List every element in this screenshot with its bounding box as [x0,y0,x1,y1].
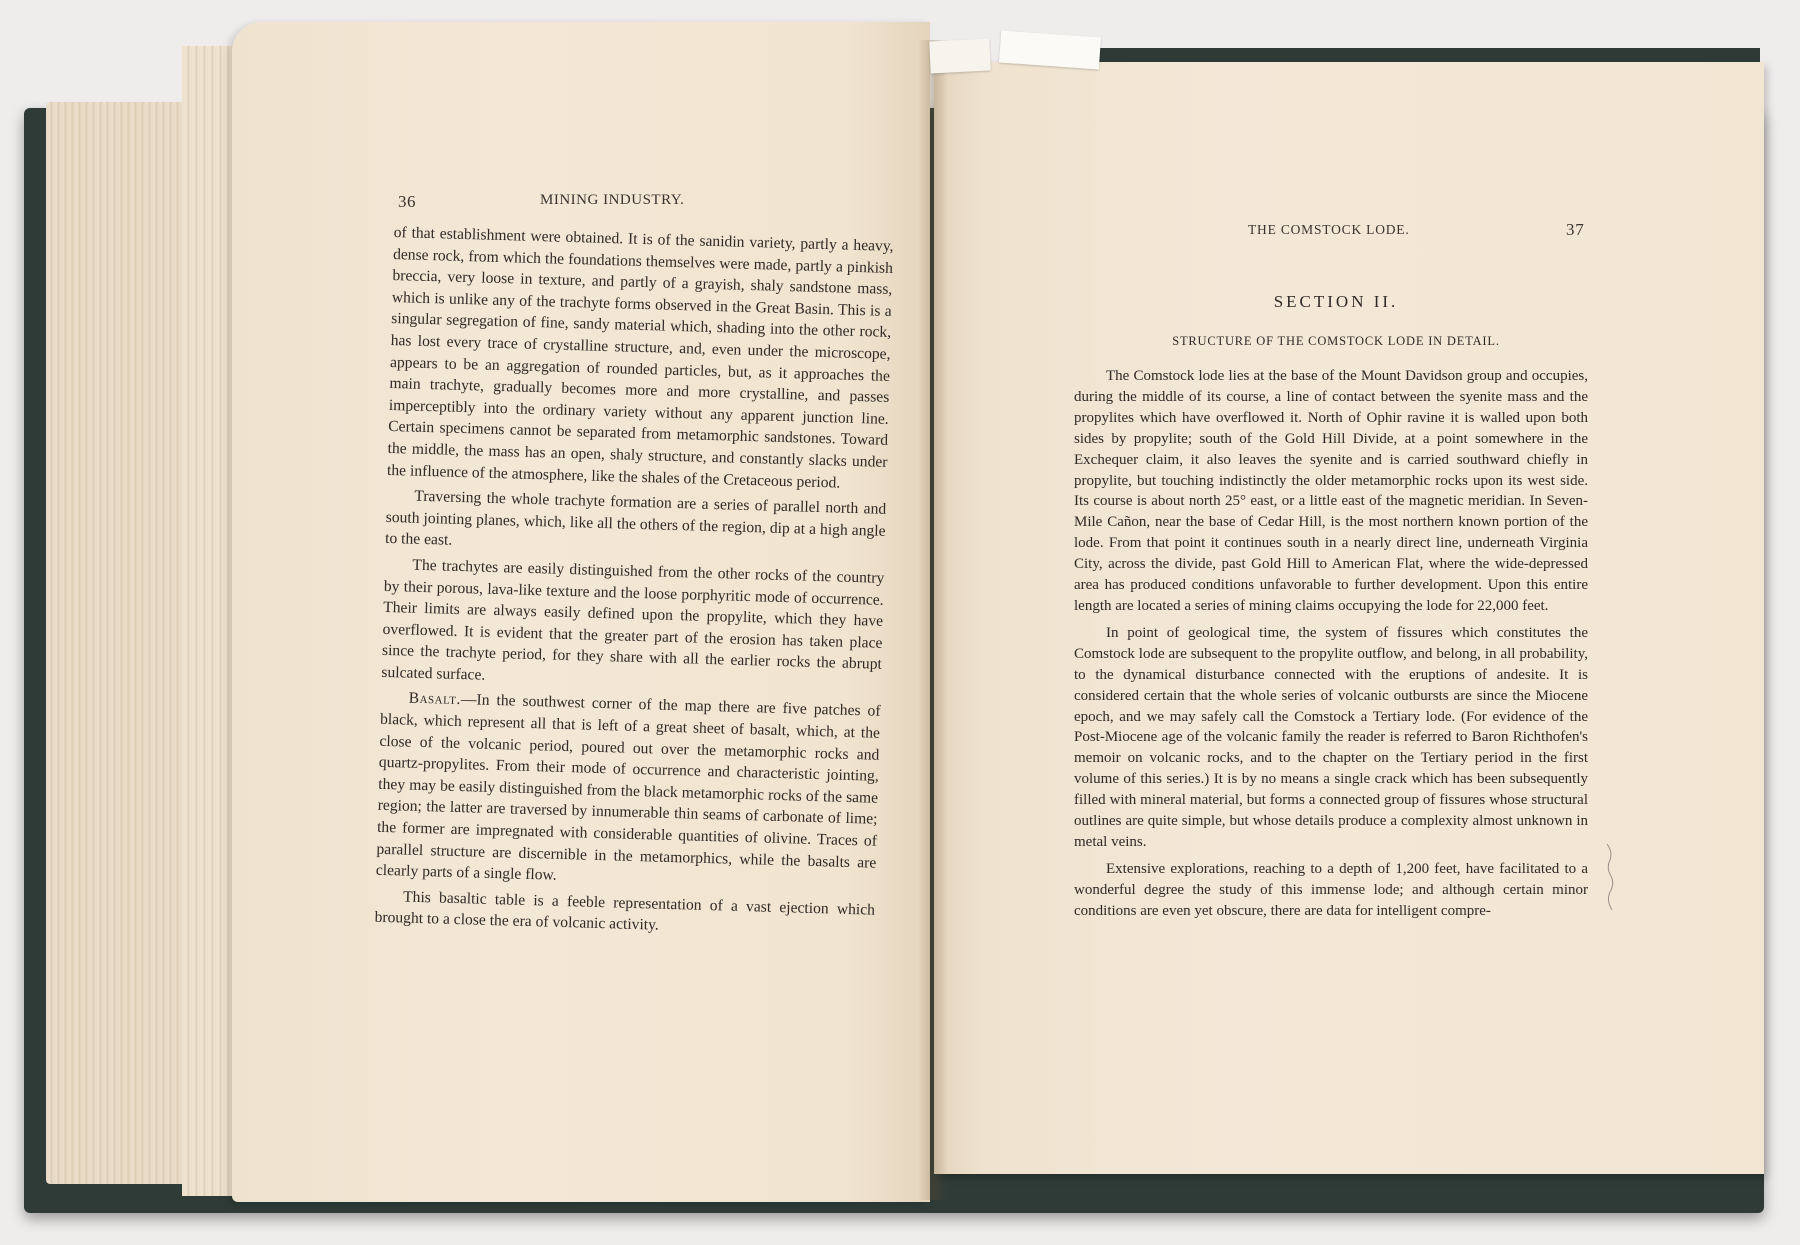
section-title: SECTION II. [1273,292,1399,311]
right-paragraph-2: In point of geological time, the system of fissures which constitutes the Comstock lode are subsequent to the propylite outflow, and belong, in all probability, to the dynamical disturbance connected with the eruptions of andesite. It is considered certain that the whole series of volcanic outbursts are since the Miocene epoch, and we may safely call the Comstock a Tertiary lode. (For evidence of the Post-Miocene age of the volcanic family the reader is referred to Baron Richthofen's memoir on volcanic rocks, and to the chapter on the Tertiary period in the first volume of this series.) It is by no means a single crack which has been subsequently filled with mineral material, but forms a connected group of fissures whose structural outlines are quite simple, but whose details produce a complexity almost unknown in metal veins. [1074,624,1588,850]
basalt-heading: Basalt. [408,690,462,709]
right-running-head: THE COMSTOCK LODE. [1248,222,1410,237]
section-subtitle: STRUCTURE OF THE COMSTOCK LODE IN DETAIL. [1172,334,1500,348]
book-gutter [918,40,948,1200]
left-page-body [374,222,894,943]
left-closing-paragraph: This basaltic table is a feeble representation of a vast ejection which brought to a close the era of volcanic activity. [374,888,876,935]
pencil-margin-mark-icon [1604,842,1616,912]
basalt-paragraph [376,687,881,895]
right-page-number: 37 [1566,220,1585,239]
left-paragraph-3: The trachytes are easily distinguished from the other rocks of the country by their porous, lava-like texture and the loose porphyritic mode of occurrence. Their limits are always easily defined upon the propylite, which they have overflowed. It is evident that the greater part of the erosion has taken place since the trachyte period, for they share with all the earlier rocks the abrupt sulcated surface. [381,556,885,684]
right-paragraph-1: The Comstock lode lies at the base of the Mount Davidson group and occupies, during the middle of its course, a line of contact between the syenite mass and the propylites which have overflowed it. North of Ophir ravine it is walled upon both sides by propylite; south of the Gold Hill Divide, at a point somewhere in the Exchequer claim, it also leaves the syenite and is carried southward chiefly in propylite, but touching indistinctly the older metamorphic rocks upon its west side. Its course is about north 25° east, or a little east of the magnetic meridian. In Seven-Mile Cañon, near the base of Cedar Hill, is the most northern known portion of the lode. From that point it continues south in a nearly direct line, underneath Virginia City, across the divide, past Gold Hill to American Flat, where the wide-depressed area has produced conditions unfavorable to further development. Upon this entire length are located a series of mining claims occupying the lode for 22,000 feet. [1074,368,1588,614]
bookmark-slip-2 [999,31,1101,70]
basalt-text: —In the southwest corner of the map there are five patches of black, which represent all that is left of a great sheet of basalt, which, at the close of the volcanic period, poured out over the metamorphic rocks and quartz-propylites. From their mode of occurrence and characteristic jointing, they may be easily distinguished from the black metamorphic rocks of the same region; the latter are traversed by innumerable thin seams of carbonate of lime; the former are impregnated with considerable quantities of olivine. Traces of parallel structure are discernible in the metamorphics, while the basalts are clearly parts of a single flow. [375,691,881,885]
bookmark-slip [929,38,991,73]
right-page-body [1074,366,1588,922]
left-paragraph-1: of that establishment were obtained. It is of the sanidin variety, partly a heavy, dense rock, from which the foundations themselves were made, partly a pinkish breccia, very loose in texture, and partly of a grayish, shaly sandstone mass, which is unlike any of the trachyte forms observed in the Great Basin. This is a singular segregation of fine, sandy material which, shading into the other rock, has lost every trace of crystalline structure, and, even under the microscope, appears to be an aggregation of rounded particles, but, as it approaches the main trachyte, gradually becomes more and more crystalline, and passes imperceptibly into the ordinary variety without any apparent junction line. Certain specimens cannot be separated from metamorphic sandstones. Toward the middle, the mass has an open, shaly structure, and constantly slacks under the influence of the atmosphere, like the shales of the Cretaceous period. [386,223,894,492]
left-running-head: MINING INDUSTRY. [540,192,685,208]
left-paragraph-2: Traversing the whole trachyte formation are a series of parallel north and south jointing planes, which, like all the others of the region, dip at a high angle to the east. [384,487,887,550]
left-page-number: 36 [398,192,416,211]
right-paragraph-3: Extensive explorations, reaching to a depth of 1,200 feet, have facilitated to a wonderful degree the study of this immense lode; and although certain minor conditions are even yet obscure, there are data for intelligent compre- [1074,860,1588,919]
